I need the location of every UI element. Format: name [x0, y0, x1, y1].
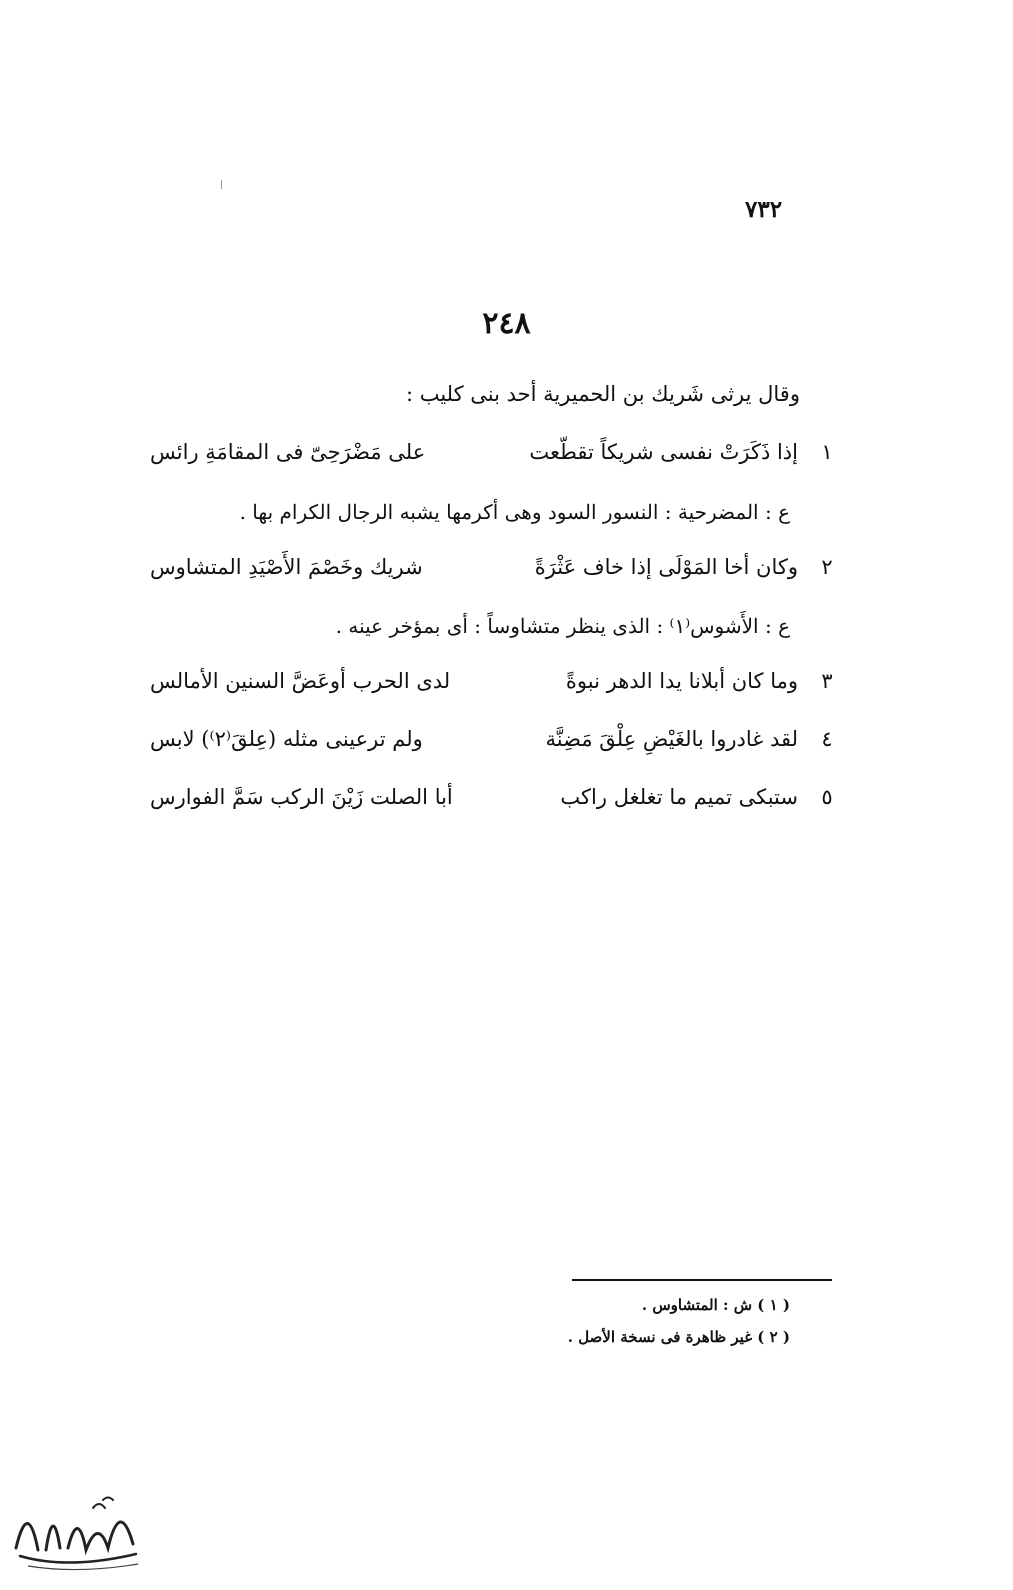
verse-3 — [150, 669, 840, 709]
verse-5 — [150, 785, 840, 825]
verse-number: ٥ — [821, 785, 833, 809]
verse-number: ٢ — [821, 555, 833, 579]
verse-first-hemistich: لقد غادروا بالغَيْضِ عِلْقَ مَضِنَّة — [545, 727, 798, 751]
gloss-note-1: ع : المضرحية : النسور السود وهى أكرمها يشبه الرجال الكرام بها . — [239, 500, 790, 524]
verse-first-hemistich: وكان أخا المَوْلَى إذا خاف عَثْرَةً — [534, 555, 798, 579]
verse-second-hemistich: على مَضْرَحِىّ فى المقامَةِ رائس — [150, 440, 426, 464]
verse-number: ٤ — [821, 727, 833, 751]
verse-first-hemistich: ستبكى تميم ما تغلغل راكب — [560, 785, 798, 809]
verse-second-hemistich: لدى الحرب أوعَضَّ السنين الأمالس — [150, 669, 451, 693]
footnote-rule — [572, 1279, 832, 1281]
verse-second-hemistich: شريك وخَصْمَ الأَصْيَدِ المتشاوس — [150, 555, 423, 579]
verse-first-hemistich: وما كان أبلانا يدا الدهر نبوةً — [565, 669, 798, 693]
footnote-1: ( ١ ) ش : المتشاوس . — [641, 1296, 790, 1314]
page-number: ٧٣٢ — [745, 196, 783, 223]
verse-second-hemistich: ولم ترعينى مثله (عِلقَ⁽٢⁾) لابس — [150, 727, 423, 751]
verse-4 — [150, 727, 840, 767]
footnote-2: ( ٢ ) غير ظاهرة فى نسخة الأصل . — [567, 1328, 790, 1346]
scan-speck — [221, 180, 222, 189]
verse-1 — [150, 440, 840, 480]
poem-introduction: وقال يرثى شَريك بن الحميرية أحد بنى كليب : — [405, 382, 800, 406]
calligraphy-seal-logo — [8, 1478, 143, 1578]
poem-number: ٢٤٨ — [482, 306, 531, 341]
verse-2 — [150, 555, 840, 595]
verse-first-hemistich: إذا ذَكَرَتْ نفسى شريكاً تقطّعت — [529, 440, 798, 464]
gloss-note-2: ع : الأَشوس⁽١⁾ : الذى ينظر متشاوساً : أى بمؤخر عينه . — [335, 614, 790, 638]
verse-number: ٣ — [821, 669, 833, 693]
verse-second-hemistich: أبا الصلت زَيْنَ الركب سَمَّ الفوارس — [150, 785, 453, 809]
verse-number: ١ — [821, 440, 833, 464]
